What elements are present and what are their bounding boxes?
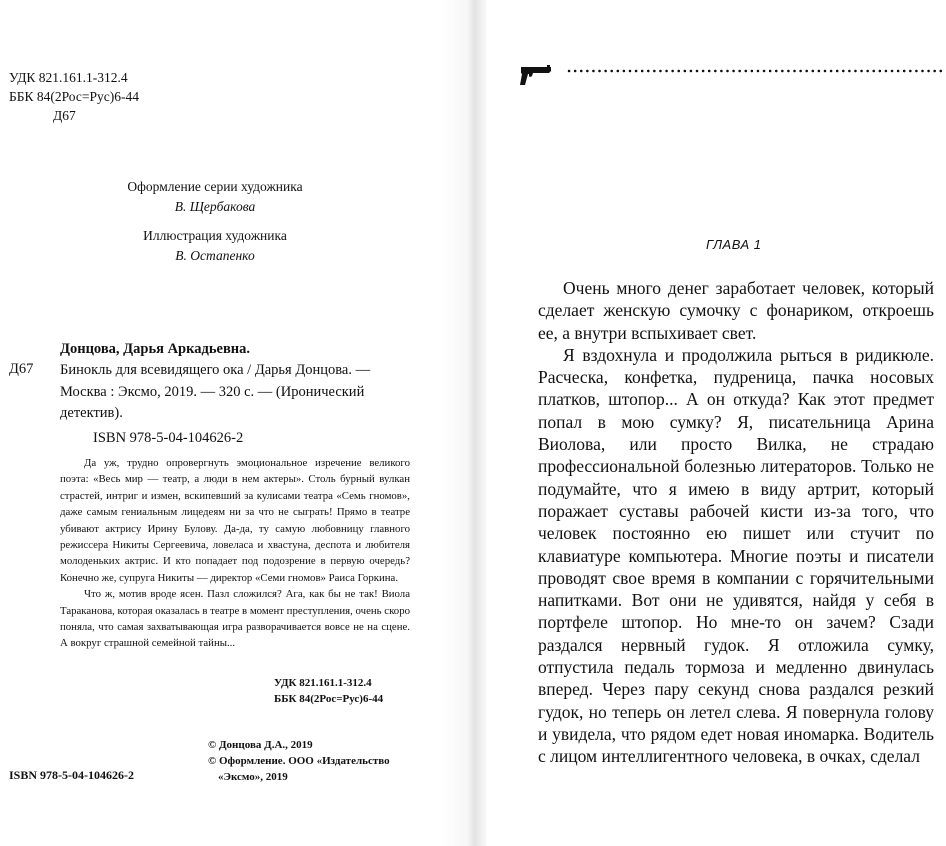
copyright-block xyxy=(208,737,390,785)
annotation-paragraph: Что ж, мотив вроде ясен. Пазл сложился? Ага, как бы не так! Виола Тараканова, которая оказалась в театре в момент преступления, очень скоро поняла, что самая захватывающая игра разворачивается вовсе не на сцене. А вокруг страшной семейной тайны... xyxy=(60,588,410,650)
author-name: Донцова, Дарья Аркадьевна. xyxy=(60,341,251,357)
isbn-bottom: ISBN 978-5-04-104626-2 xyxy=(9,768,134,782)
pistol-icon xyxy=(519,64,553,91)
bbk-line: ББК 84(2Рос=Рус)6-44 xyxy=(9,89,139,104)
body-paragraph: Я вздохнула и продолжила рыться в ридикюле. Расческа, конфетка, пудреница, пачка носовых платков, штопор... А он откуда? Как этот предмет попал в мою сумку? Я, писательница Арина Виолова, или просто Вилка, не страдаю профессиональной болезнью литераторов. Только не подумайте, что я имею в виду артрит, который поражает суставы рабочей кисти из-за того, что человек постоянно ею пишет или стучит по клавиатуре компьютера. Многие поэты и писатели проводят свое время в компании с горячительными напитками. Вот они не удивятся, найдя у себя в портфеле штопор. Но мне-то он зачем? Сзади раздался нервный гудок. Я отложила сумку, отпустила педаль тормоза и медленно двинулась вперед. Через пару секунд снова раздался резкий гудок, но теперь он летел слева. Я повернула голову и увидела, что рядом едет новая иномарка. Водитель с лицом интеллигентного человека, в очках, сделал xyxy=(538,344,934,767)
body-paragraph: Очень много денег заработает человек, который сделает женскую сумочку с фонариком, откроешь ее, а внутри вспыхивает свет. xyxy=(538,278,934,343)
series-design-artist: В. Щербакова xyxy=(174,199,256,214)
isbn: ISBN 978-5-04-104626-2 xyxy=(93,430,244,446)
udk-bottom-line: УДК 821.161.1-312.4 xyxy=(274,677,372,689)
udk-block xyxy=(9,68,139,125)
chapter-text xyxy=(538,277,934,768)
annotation xyxy=(60,455,410,652)
copyright-line: © Оформление. ООО «Издательство xyxy=(208,755,390,767)
left-page xyxy=(0,0,470,846)
series-design-label: Оформление серии художника xyxy=(127,179,303,194)
author-mark: Д67 xyxy=(53,108,76,123)
copyright-line: © Донцова Д.А., 2019 xyxy=(208,739,313,751)
chapter-title: ГЛАВА 1 xyxy=(706,237,762,252)
copyright-line: «Эксмо», 2019 xyxy=(218,771,288,783)
udk-line: УДК 821.161.1-312.4 xyxy=(9,70,128,85)
dotted-rule xyxy=(566,68,944,74)
udk-bottom xyxy=(274,675,383,707)
illustration-artist: В. Остапенко xyxy=(175,248,255,263)
bib-description: Бинокль для всевидящего ока / Дарья Донцова. — Москва : Эксмо, 2019. — 320 с. — (Иронический детектив). xyxy=(60,362,371,421)
bib-code: Д67 xyxy=(9,361,34,377)
annotation-paragraph: Да уж, трудно опровергнуть эмоциональное изречение великого поэта: «Весь мир — театр, а люди в нем актеры». Столь бурный вулкан страстей, интриг и измен, вскипевший за кулисами театра «Семь гномов», даже самым гениальным лицедеям ни за что не сыграть! Прямо в театре убивают актрису Ирину Булову. Да-да, ту самую любовницу главного режиссера Никиты Сергеевича, ловеласа и хвастуна, деспота и любителя молоденьких актрис. И кто попадает под подозрение в первую очередь? Конечно же, супруга Никиты — директор «Семи гномов» Раиса Горкина. xyxy=(60,457,410,584)
bbk-bottom-line: ББК 84(2Рос=Рус)6-44 xyxy=(274,693,384,705)
illustration-label: Иллюстрация художника xyxy=(143,228,287,243)
